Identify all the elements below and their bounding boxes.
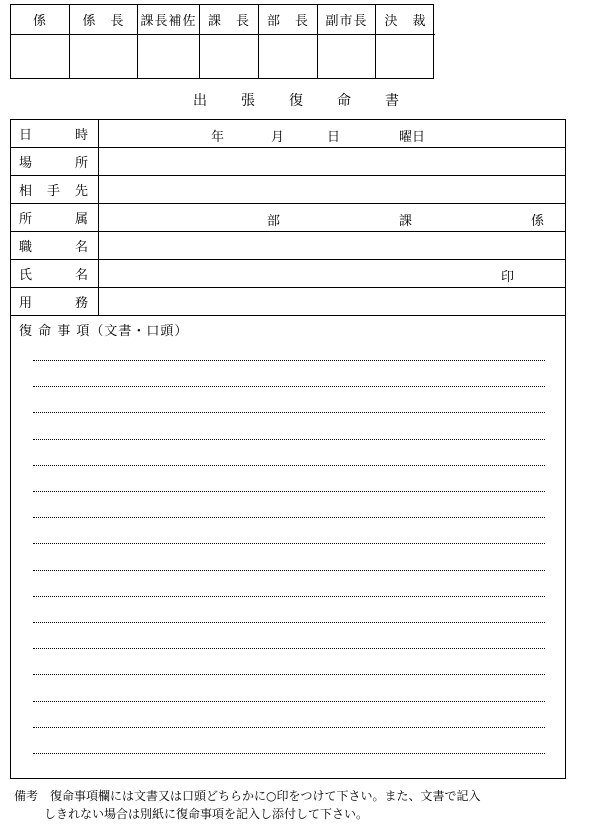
row-place	[11, 148, 565, 176]
dotted-writing-line	[33, 412, 545, 413]
approval-col-kakari[interactable]	[11, 5, 70, 78]
counterpart-field[interactable]	[99, 176, 565, 203]
row-label: 用 務	[11, 288, 99, 315]
affiliation-field[interactable]	[99, 204, 565, 231]
approval-header: 係 長	[70, 5, 137, 35]
row-counterpart	[11, 176, 565, 204]
report-form	[10, 119, 566, 779]
year-label: 年	[211, 130, 225, 145]
dotted-writing-line	[33, 753, 545, 754]
approval-col-kacho[interactable]	[200, 5, 259, 78]
dotted-writing-line	[33, 727, 545, 728]
dotted-writing-line	[33, 570, 545, 571]
row-label: 場 所	[11, 148, 99, 175]
datetime-field[interactable]	[99, 120, 565, 147]
weekday-label: 曜日	[399, 130, 426, 145]
day-label: 日	[327, 130, 341, 145]
row-label: 職 名	[11, 232, 99, 259]
section-label: 係	[531, 214, 545, 229]
approval-header: 部 長	[259, 5, 317, 35]
approval-stamp-table	[10, 4, 434, 79]
remarks-line-2: しきれない場合は別紙に復命事項を記入し添付して下さい。	[44, 807, 369, 821]
approval-col-kachohosa[interactable]	[138, 5, 200, 78]
name-field[interactable]	[99, 260, 565, 287]
dotted-writing-line	[33, 491, 545, 492]
row-label: 氏 名	[11, 260, 99, 287]
dotted-writing-line	[33, 596, 545, 597]
dotted-writing-line	[33, 386, 545, 387]
approval-header: 係	[11, 5, 69, 35]
position-field[interactable]	[99, 232, 565, 259]
approval-header: 決 裁	[376, 5, 435, 35]
approval-header: 課 長	[200, 5, 258, 35]
approval-col-kakaricho[interactable]	[70, 5, 138, 78]
remarks-note	[14, 787, 480, 823]
row-label: 所 属	[11, 204, 99, 231]
dotted-writing-line	[33, 622, 545, 623]
place-field[interactable]	[99, 148, 565, 175]
dotted-writing-line	[33, 439, 545, 440]
approval-header: 課長補佐	[138, 5, 199, 35]
approval-header: 副市長	[318, 5, 375, 35]
row-purpose	[11, 288, 565, 316]
seal-label: 印	[501, 270, 515, 285]
dotted-writing-line	[33, 648, 545, 649]
dotted-writing-line	[33, 360, 545, 361]
report-items-area[interactable]	[11, 316, 565, 778]
row-affiliation	[11, 204, 565, 232]
approval-col-fukushicho[interactable]	[318, 5, 376, 78]
approval-col-bucho[interactable]	[259, 5, 318, 78]
dotted-writing-line	[33, 517, 545, 518]
row-datetime	[11, 120, 565, 148]
purpose-field[interactable]	[99, 288, 565, 315]
report-items-label: 復 命 事 項（文書・口頭）	[19, 324, 189, 339]
month-label: 月	[271, 130, 285, 145]
dotted-writing-line	[33, 701, 545, 702]
approval-col-kessai[interactable]	[376, 5, 435, 78]
row-label: 相 手 先	[11, 176, 99, 203]
dotted-writing-line	[33, 543, 545, 544]
row-label: 日 時	[11, 120, 99, 147]
remarks-line-1: 備考 復命事項欄には文書又は口頭どちらかに○印をつけて下さい。また、文書で記入	[14, 789, 481, 803]
department-label: 部	[267, 214, 281, 229]
row-position	[11, 232, 565, 260]
dotted-writing-line	[33, 465, 545, 466]
row-name	[11, 260, 565, 288]
document-title: 出張復命書	[193, 93, 433, 109]
division-label: 課	[399, 214, 413, 229]
dotted-writing-line	[33, 674, 545, 675]
